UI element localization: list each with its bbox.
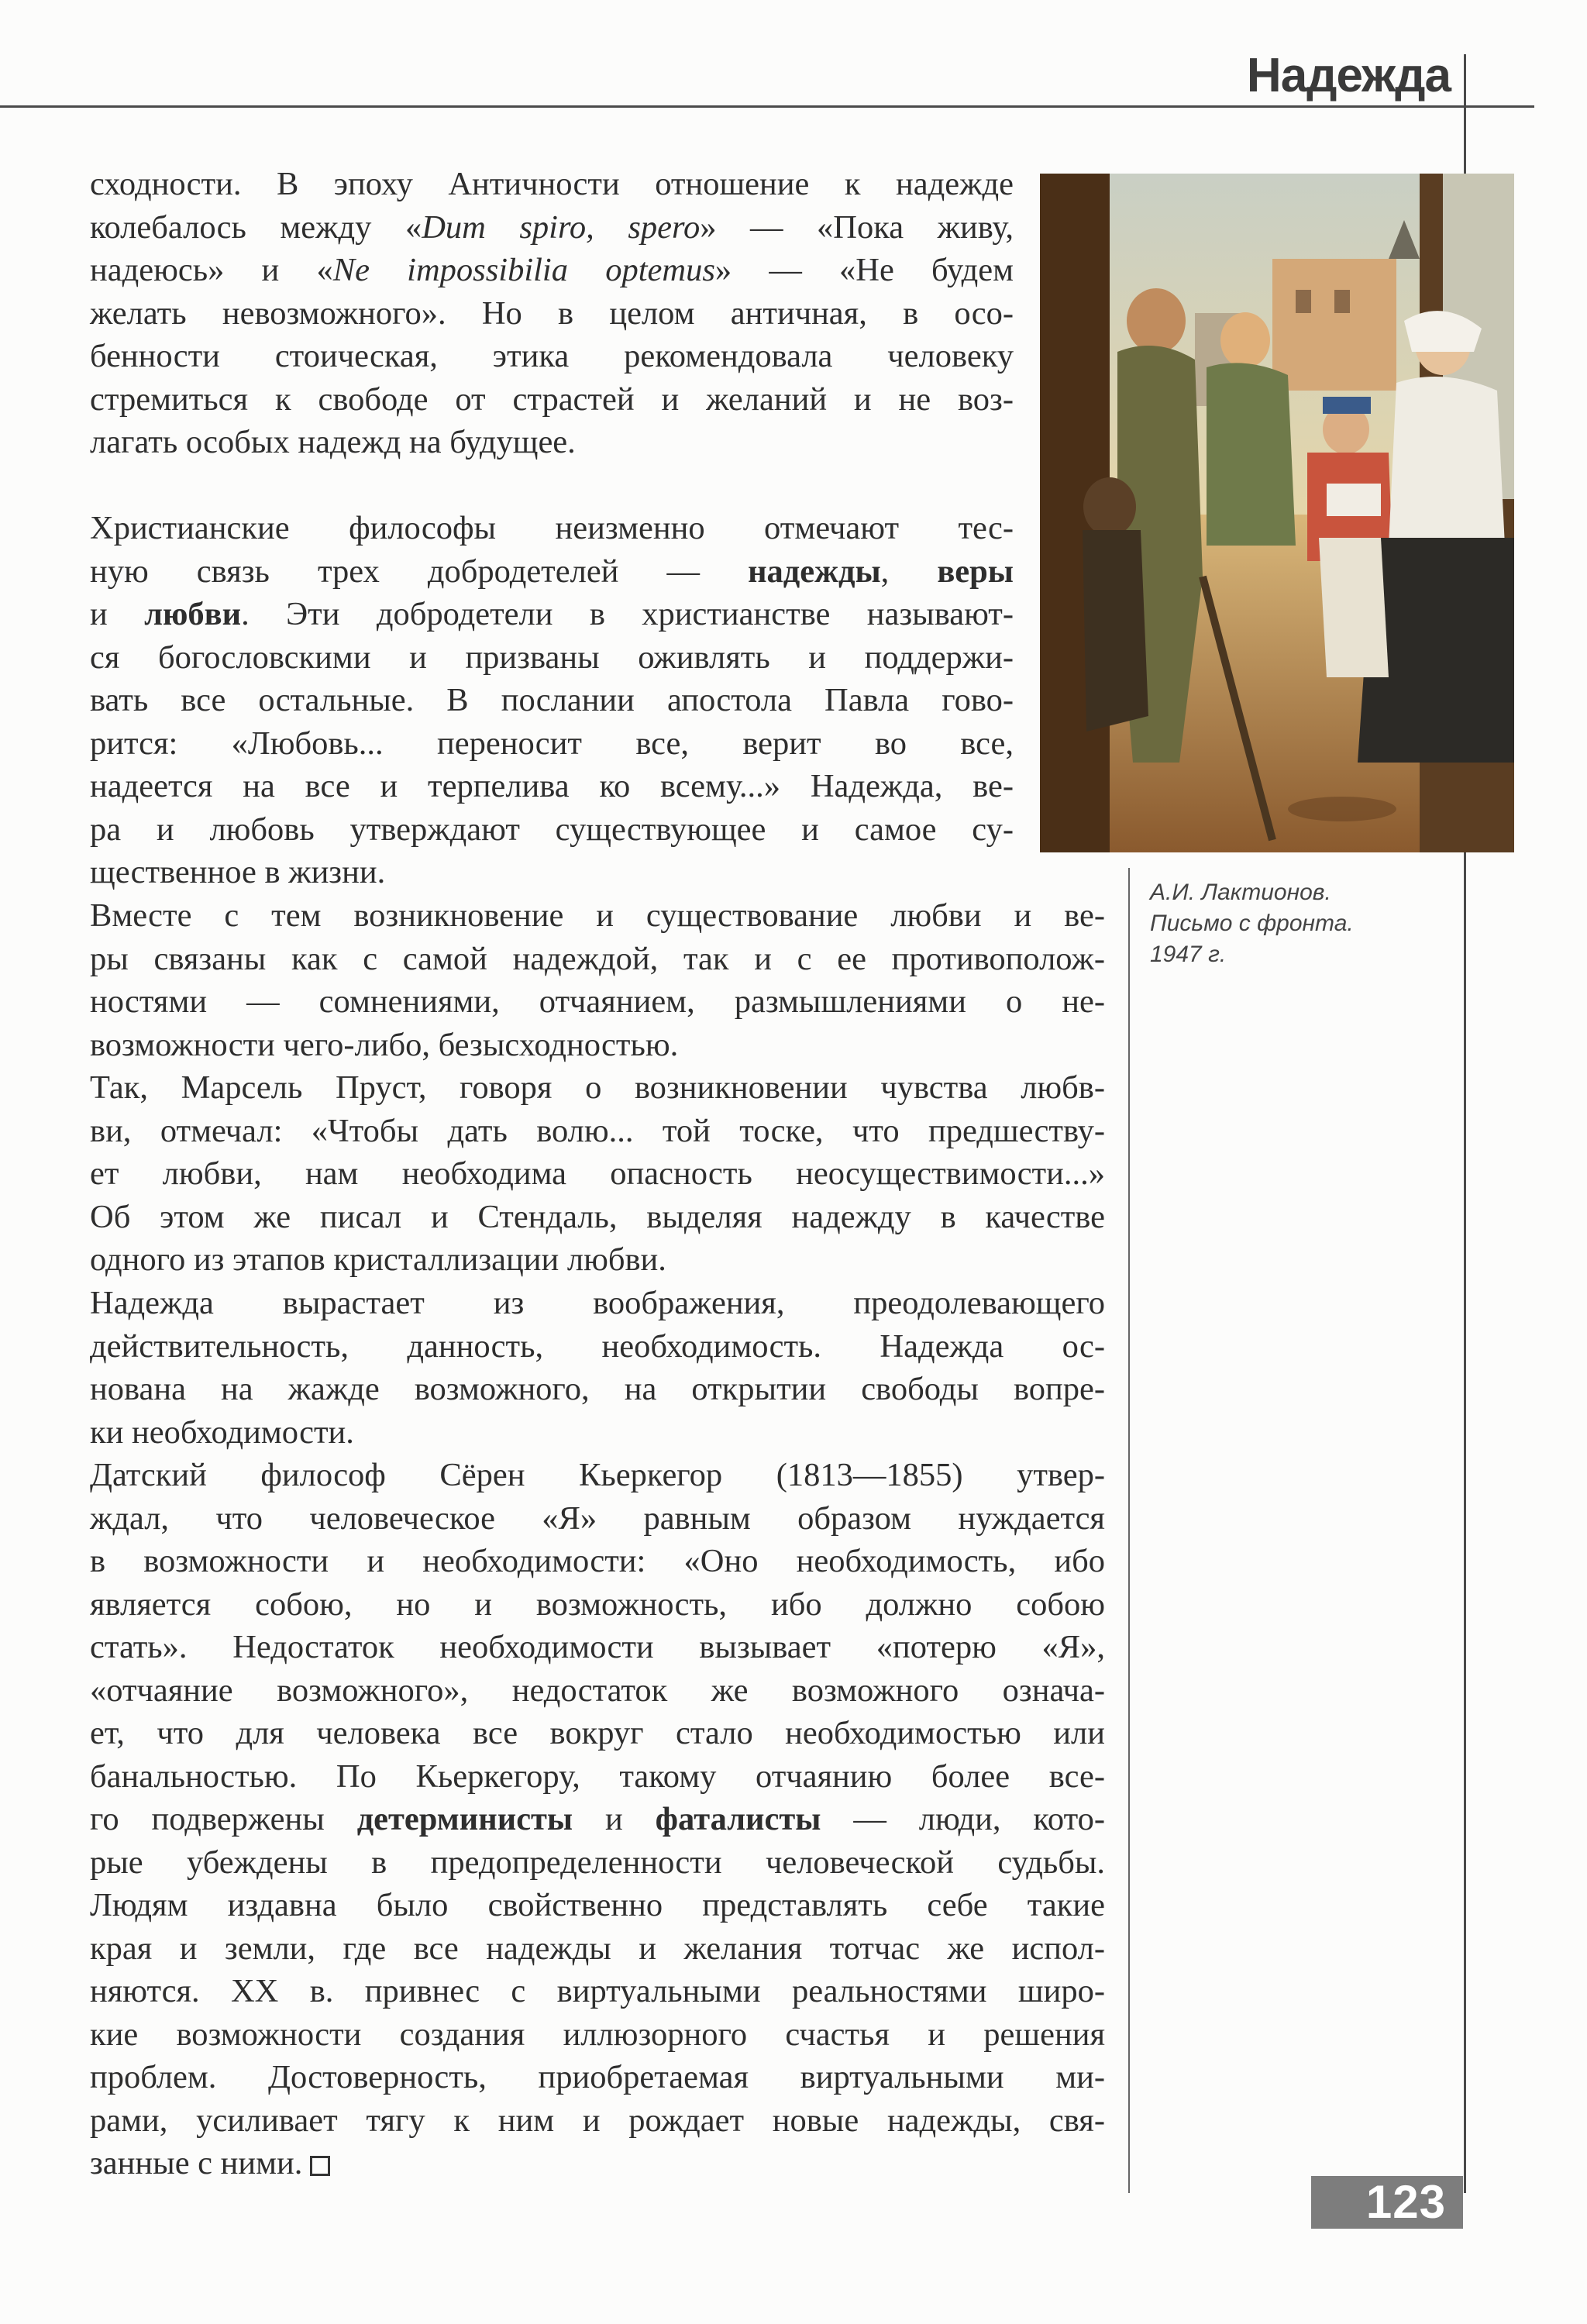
text-line: няются. XX в. привнес с виртуальными реальностями широ-: [90, 1973, 1105, 2009]
text-line: стремиться к свободе от страстей и желаний и не воз-: [90, 380, 1014, 418]
text-line: возможности чего-либо, безысходностью.: [90, 1026, 679, 1063]
text-line: нована на жажде возможного, на открытии свободы вопре-: [90, 1371, 1105, 1407]
text-line: «отчаяние возможного», недостаток же возможного означа-: [90, 1672, 1105, 1709]
paragraph-doubt: [90, 894, 1105, 1066]
text-line: действительность, данность, необходимость. Надежда ос-: [90, 1327, 1105, 1365]
text-line: ет любви, нам необходима опасность неосуществимости...»: [90, 1155, 1105, 1192]
text-line: Людям издавна было свойственно представлять себе такие: [90, 1887, 1105, 1923]
caption-vertical-rule: [1128, 868, 1130, 2193]
text-line: рами, усиливает тягу к ним и рождает новые надежды, свя-: [90, 2102, 1105, 2139]
text-line: ки необходимости.: [90, 1413, 354, 1451]
text-line: ждал, что человеческое «Я» равным образом нуждается: [90, 1499, 1105, 1537]
text-line: ры связаны как с самой надеждой, так и с ее противополож-: [90, 940, 1105, 977]
section-title: Надежда: [1246, 49, 1451, 102]
text-line: ра и любовь утверждают существующее и самое су-: [90, 811, 1014, 848]
text-line: ви, отмечал: «Чтобы дать волю... той тоске, что предшеству-: [90, 1112, 1105, 1149]
text-line-content: занные с ними.: [90, 2145, 303, 2181]
text-line: Вместе с тем возникновение и существование любви и ве-: [90, 897, 1105, 934]
text-line: надеюсь» и «Ne impossibilia optemus» — «Не будем: [90, 252, 1014, 288]
caption-author: А.И. Лактионов.: [1150, 880, 1331, 905]
text-line: сходности. В эпоху Античности отношение к надежде: [90, 166, 1014, 202]
end-of-section-icon: [310, 2156, 330, 2176]
header-rule: [0, 105, 1534, 108]
text-line: Надежда вырастает из воображения, преодолевающего: [90, 1285, 1105, 1321]
text-line: надеется на все и терпелива ко всему...» Надежда, ве-: [90, 768, 1014, 804]
paragraph-proust: [90, 1066, 1105, 1282]
text-line: Датский философ Сёрен Кьеркегор (1813—1855) утвер-: [90, 1457, 1105, 1493]
text-line: желать невозможного». Но в целом античная, в осо-: [90, 294, 1014, 332]
caption-title: Письмо с фронта.: [1150, 911, 1354, 936]
text-line: Христианские философы неизменно отмечают тес-: [90, 510, 1014, 546]
text-line: проблем. Достоверность, приобретаемая виртуальными ми-: [90, 2059, 1105, 2095]
text-line: Об этом же писал и Стендаль, выделяя надежду в качестве: [90, 1198, 1105, 1235]
text-line: [90, 2142, 1105, 2185]
text-line: ную связь трех добродетелей — надежды, веры: [90, 553, 1014, 590]
paragraph-antiquity: [90, 163, 1014, 464]
text-line: в возможности и необходимости: «Оно необходимость, ибо: [90, 1543, 1105, 1579]
caption-year: 1947 г.: [1150, 942, 1227, 967]
text-line: рится: «Любовь... переносит все, верит во все,: [90, 725, 1014, 762]
text-line: банальностью. По Кьеркегору, такому отчаянию более все-: [90, 1758, 1105, 1795]
text-line: ностями — сомнениями, отчаянием, размышлениями о не-: [90, 983, 1105, 1020]
text-line: ся богословскими и призваны оживлять и поддержи-: [90, 639, 1014, 676]
text-line: и любви. Эти добродетели в христианстве называют-: [90, 596, 1014, 632]
text-line: одного из этапов кристаллизации любви.: [90, 1241, 666, 1278]
text-line: стать». Недостаток необходимости вызывает «потерю «Я»,: [90, 1629, 1105, 1665]
page-number-box: [1311, 2176, 1463, 2229]
text-line: является собою, но и возможность, ибо должно собою: [90, 1585, 1105, 1623]
text-line: ет, что для человека все вокруг стало необходимостью или: [90, 1715, 1105, 1751]
paragraph-imagination: [90, 1282, 1105, 1454]
paragraph-kierkegaard: [90, 1454, 1105, 2185]
text-line: го подвержены детерминисты и фаталисты — люди, кото-: [90, 1801, 1106, 1837]
page-number: 123: [1365, 2176, 1446, 2228]
text-line: лагать особых надежд на будущее.: [90, 424, 576, 460]
text-line: края и земли, где все надежды и желания тотчас же испол-: [90, 1930, 1105, 1967]
text-line: щественное в жизни.: [90, 854, 386, 890]
painting-illustration: [1040, 174, 1514, 852]
text-line: бенности стоическая, этика рекомендовала человеку: [90, 338, 1014, 374]
figure-caption: [1150, 877, 1444, 970]
paragraph-christian-virtues: [90, 507, 1014, 894]
text-line: рые убеждены в предопределенности человеческой судьбы.: [90, 1844, 1105, 1881]
text-line: Так, Марсель Пруст, говоря о возникновении чувства любв-: [90, 1069, 1105, 1106]
painting-image: [1040, 174, 1514, 852]
text-line: кие возможности создания иллюзорного счастья и решения: [90, 2016, 1105, 2053]
text-line: вать все остальные. В послании апостола Павла гово-: [90, 682, 1014, 718]
text-line: колебалось между «Dum spiro, spero» — «Пока живу,: [90, 208, 1014, 246]
